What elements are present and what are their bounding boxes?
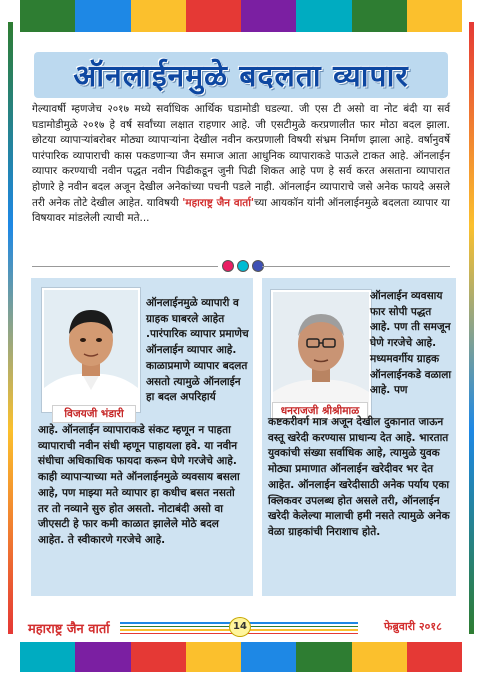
article-title: ऑनलाईनमुळे बदलता व्यापार — [73, 59, 409, 94]
right-text-below-photo: कष्टकरीवर्ग मात्र अजून देखील दुकानात जाऊन वस्तू खरेदी करण्यास प्राधान्य देत आहे. भारतात युवकांची संख्या सर्वाधिक आहे, त्यामुळे युवक मोठ्या प्रमाणात ऑनलाईन खरेदीवर भर देत आहेत. ऑनलाईन खरेदीसाठी अनेक पर्याय एका क्लिकवर उपलब्ध होत असले तरी, ऑनलाईन खरेदी केलेल्या मालाची हमी नसते त्यामुळे अनेक वेळा ग्राहकांची निराशाच होते. — [268, 416, 450, 538]
issue-date: फेब्रुवारी २०१८ — [384, 620, 442, 633]
intro-quote: 'महाराष्ट्र जैन वार्ता' — [182, 196, 255, 209]
person-portrait-icon — [44, 290, 138, 410]
person-portrait-icon — [273, 292, 369, 416]
divider-right — [262, 266, 450, 267]
publication-name: महाराष्ट्र जैन वार्ता — [28, 622, 110, 637]
left-text-below-photo: आहे. ऑनलाईन व्यापाराकडे संकट म्हणून न पाहता व्यापाराची नवीन संधी म्हणून पाहायला हवे. या नवीन संधीचा अधिकाधिक फायदा करून घेणे गरजेचे आहे. काही व्यापाऱ्याच्या मते ऑनलाईनमुळे व्यवसाय बसला आहे, पण माझ्या मते व्यापार हा कधीच बसत नसतो तर तो नव्याने सुरु होत असतो. नोटाबंदी असो वा जीएसटी हे फार कमी काळात झालेले मोठे बदल आहेत. ते स्वीकारणे गरजेचे आहे. — [38, 424, 240, 546]
left-text-beside-photo: ऑनलाईनमुळे व्यापारी व ग्राहक घाबरले आहेत .पारंपारिक व्यापार प्रमाणेच ऑनलाईन व्यापार आहे. काळाप्रमाणे व्यापार बदलत असतो त्यामुळे ऑनलाईन हा बदल अपरिहार्य — [146, 297, 249, 404]
portrait-photo-left — [42, 288, 140, 412]
dot-icon — [237, 260, 249, 272]
left-border-bar — [8, 22, 13, 634]
decorative-dots — [222, 260, 264, 272]
page-number: 14 — [229, 617, 251, 637]
right-border-bar — [469, 22, 474, 634]
right-text-beside-photo: ऑनलाईन व्यवसाय फार सोपी पद्धत आहे. पण ती समजून घेणे गरजेचे आहे. मध्यमवर्गीय ग्राहक ऑनलाईनकडे वळाला आहे. पण — [370, 290, 452, 397]
portrait-photo-right — [271, 290, 371, 418]
top-color-stripe — [20, 0, 462, 32]
intro-text-end: च्या आयकॉन यांनी ऑनलाईनमुळे बदलता व्यापार या विषयावर मांडलेली त्याची मते... — [32, 196, 450, 225]
dot-icon — [222, 260, 234, 272]
photo-caption-right: धनराजजी श्रीश्रीमाळ — [272, 402, 368, 420]
intro-paragraph — [32, 102, 450, 227]
photo-caption-left: विजयजी भंडारी — [52, 405, 136, 423]
intro-text: गेल्यावर्षी म्हणजेच २०१७ मध्ये सर्वाधिक आर्थिक घडामोडी घडल्या. जी एस टी असो वा नोट बंदी या सर्व घडामोडीमुळे २०१७ हे वर्ष सर्वांच्या लक्षात राहणार आहे. जी एसटीमुळे करप्रणालीत फार मोठा बदल झाला. छोटया व्यापाऱ्यांबरोबर मोठ्या व्यापाऱ्यांना देखील नवीन करप्रणाली विषयी संभ्रम निर्माण झाला आहे. वर्षानुवर्षे पारंपारिक व्यापाराची कास पकडणाऱ्या जैन समाज आता आधुनिक व्यापाराकडे पाऊले टाकत आहे. ऑनलाईन व्यापार करण्याची नवीन पद्धत नवीन पिढीकडून जुनी पिढी शिकत आहे पण हे सर्व करत असताना व्यापारात होणारे हे नवीन बदल अजून देखील अनेकांच्या पचनी पडले नाही. ऑनलाईन व्यापाराचे जसे अनेक फायदे असले तरी अनेक तोटे देखील आहेत. याविषयी — [32, 103, 450, 209]
bottom-color-stripe — [20, 642, 462, 672]
divider-left — [32, 266, 218, 267]
